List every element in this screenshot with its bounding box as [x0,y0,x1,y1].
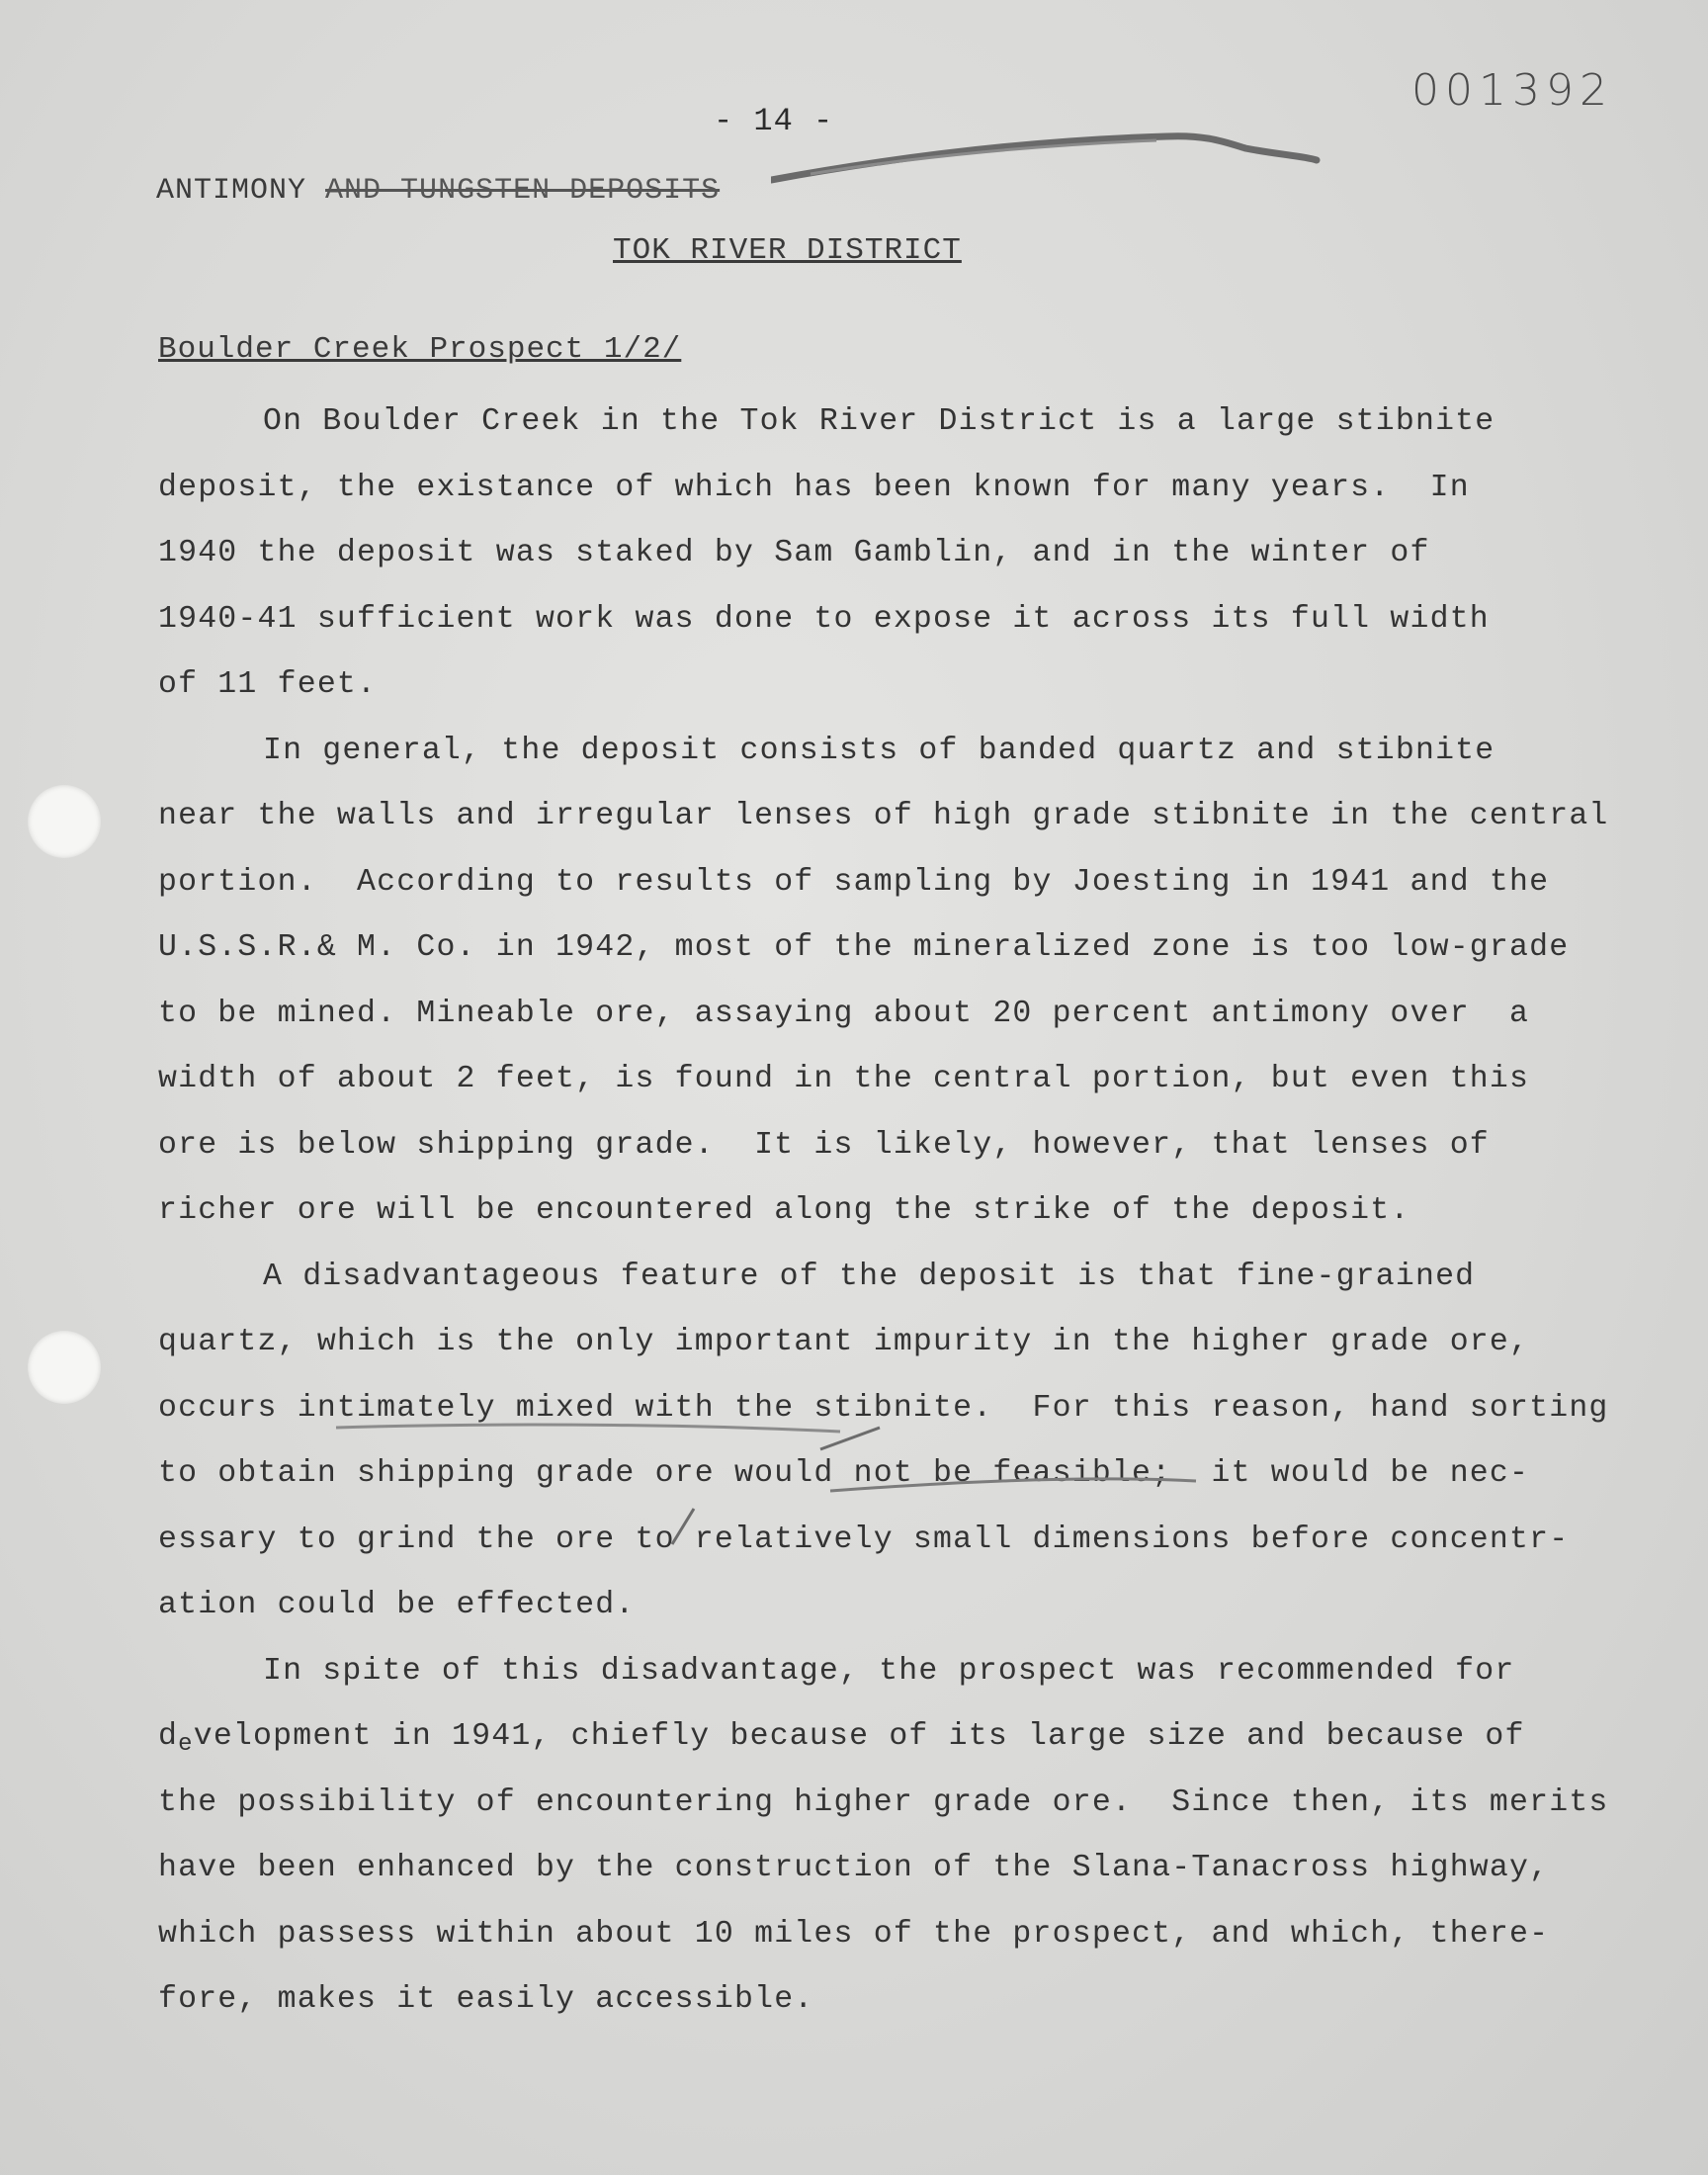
punch-hole [28,1331,101,1404]
prospect-heading: Boulder Creek Prospect 1/2/ [158,332,682,367]
text-fragment: d [158,1719,179,1754]
pen-strikethrough-mark [771,119,1324,198]
text-line: to be mined. Mineable ore, assaying about 20 percent antimony over a [158,996,1530,1031]
text-line: In spite of this disadvantage, the prospect was recommended for [263,1653,1515,1689]
text-line: which passess within about 10 miles of the prospect, and which, there- [158,1916,1550,1952]
text-line: ation could be effected. [158,1588,636,1622]
text-line: On Boulder Creek in the Tok River District is a large stibnite [263,404,1495,439]
text-line: fore, makes it easily accessible. [158,1982,814,2017]
body-text [158,390,1641,2034]
text-line: In general, the deposit consists of banded quartz and stibnite [263,733,1495,768]
section-title-struck: AND TUNGSTEN DEPOSITS [325,174,721,208]
text-line: the possibility of encountering higher grade ore. Since then, its merits [158,1784,1609,1820]
text-line: essary to grind the ore to relatively small dimensions before concentr- [158,1522,1570,1557]
text-fragment: velopment in 1941, chiefly because of its large size and because of [193,1719,1525,1754]
text-line: width of about 2 feet, is found in the central portion, but even this [158,1062,1530,1096]
text-line: to obtain shipping grade ore would not be feasible; it would be nec- [158,1456,1530,1491]
text-line: of 11 feet. [158,667,378,702]
district-title: TOK RIVER DISTRICT [613,233,962,268]
paragraph-2 [158,719,1641,1245]
text-line: occurs intimately mixed with the stibnite. For this reason, hand sorting [158,1390,1609,1426]
paragraph-4 [158,1639,1641,2034]
text-line: ore is below shipping grade. It is likely, however, that lenses of [158,1127,1490,1163]
punch-hole [28,785,101,858]
text-line: richer ore will be encountered along the strike of the deposit. [158,1193,1410,1228]
text-line: near the walls and irregular lenses of high grade stibnite in the central [158,799,1609,833]
paragraph-3 [158,1245,1641,1639]
section-title [156,174,720,208]
text-line: U.S.S.R.& M. Co. in 1942, most of the mineralized zone is too low-grade [158,930,1570,965]
document-id-stamp: 001392 [1411,65,1613,116]
text-line [158,1704,1641,1771]
text-fragment-subscript: e [178,1731,194,1758]
text-line: have been enhanced by the construction of the Slana-Tanacross highway, [158,1851,1550,1885]
page-number: - 14 - [714,103,834,139]
text-line: portion. According to results of sampling by Joesting in 1941 and the [158,864,1550,900]
text-line: 1940-41 sufficient work was done to expose it across its full width [158,601,1490,637]
text-line: 1940 the deposit was staked by Sam Gamblin, and in the winter of [158,536,1430,570]
paragraph-1 [158,390,1641,719]
text-line: quartz, which is the only important impurity in the higher grade ore, [158,1325,1530,1359]
text-line: A disadvantageous feature of the deposit is that fine-grained [263,1259,1476,1294]
text-line: deposit, the existance of which has been known for many years. In [158,470,1470,505]
section-title-kept: ANTIMONY [156,174,307,208]
